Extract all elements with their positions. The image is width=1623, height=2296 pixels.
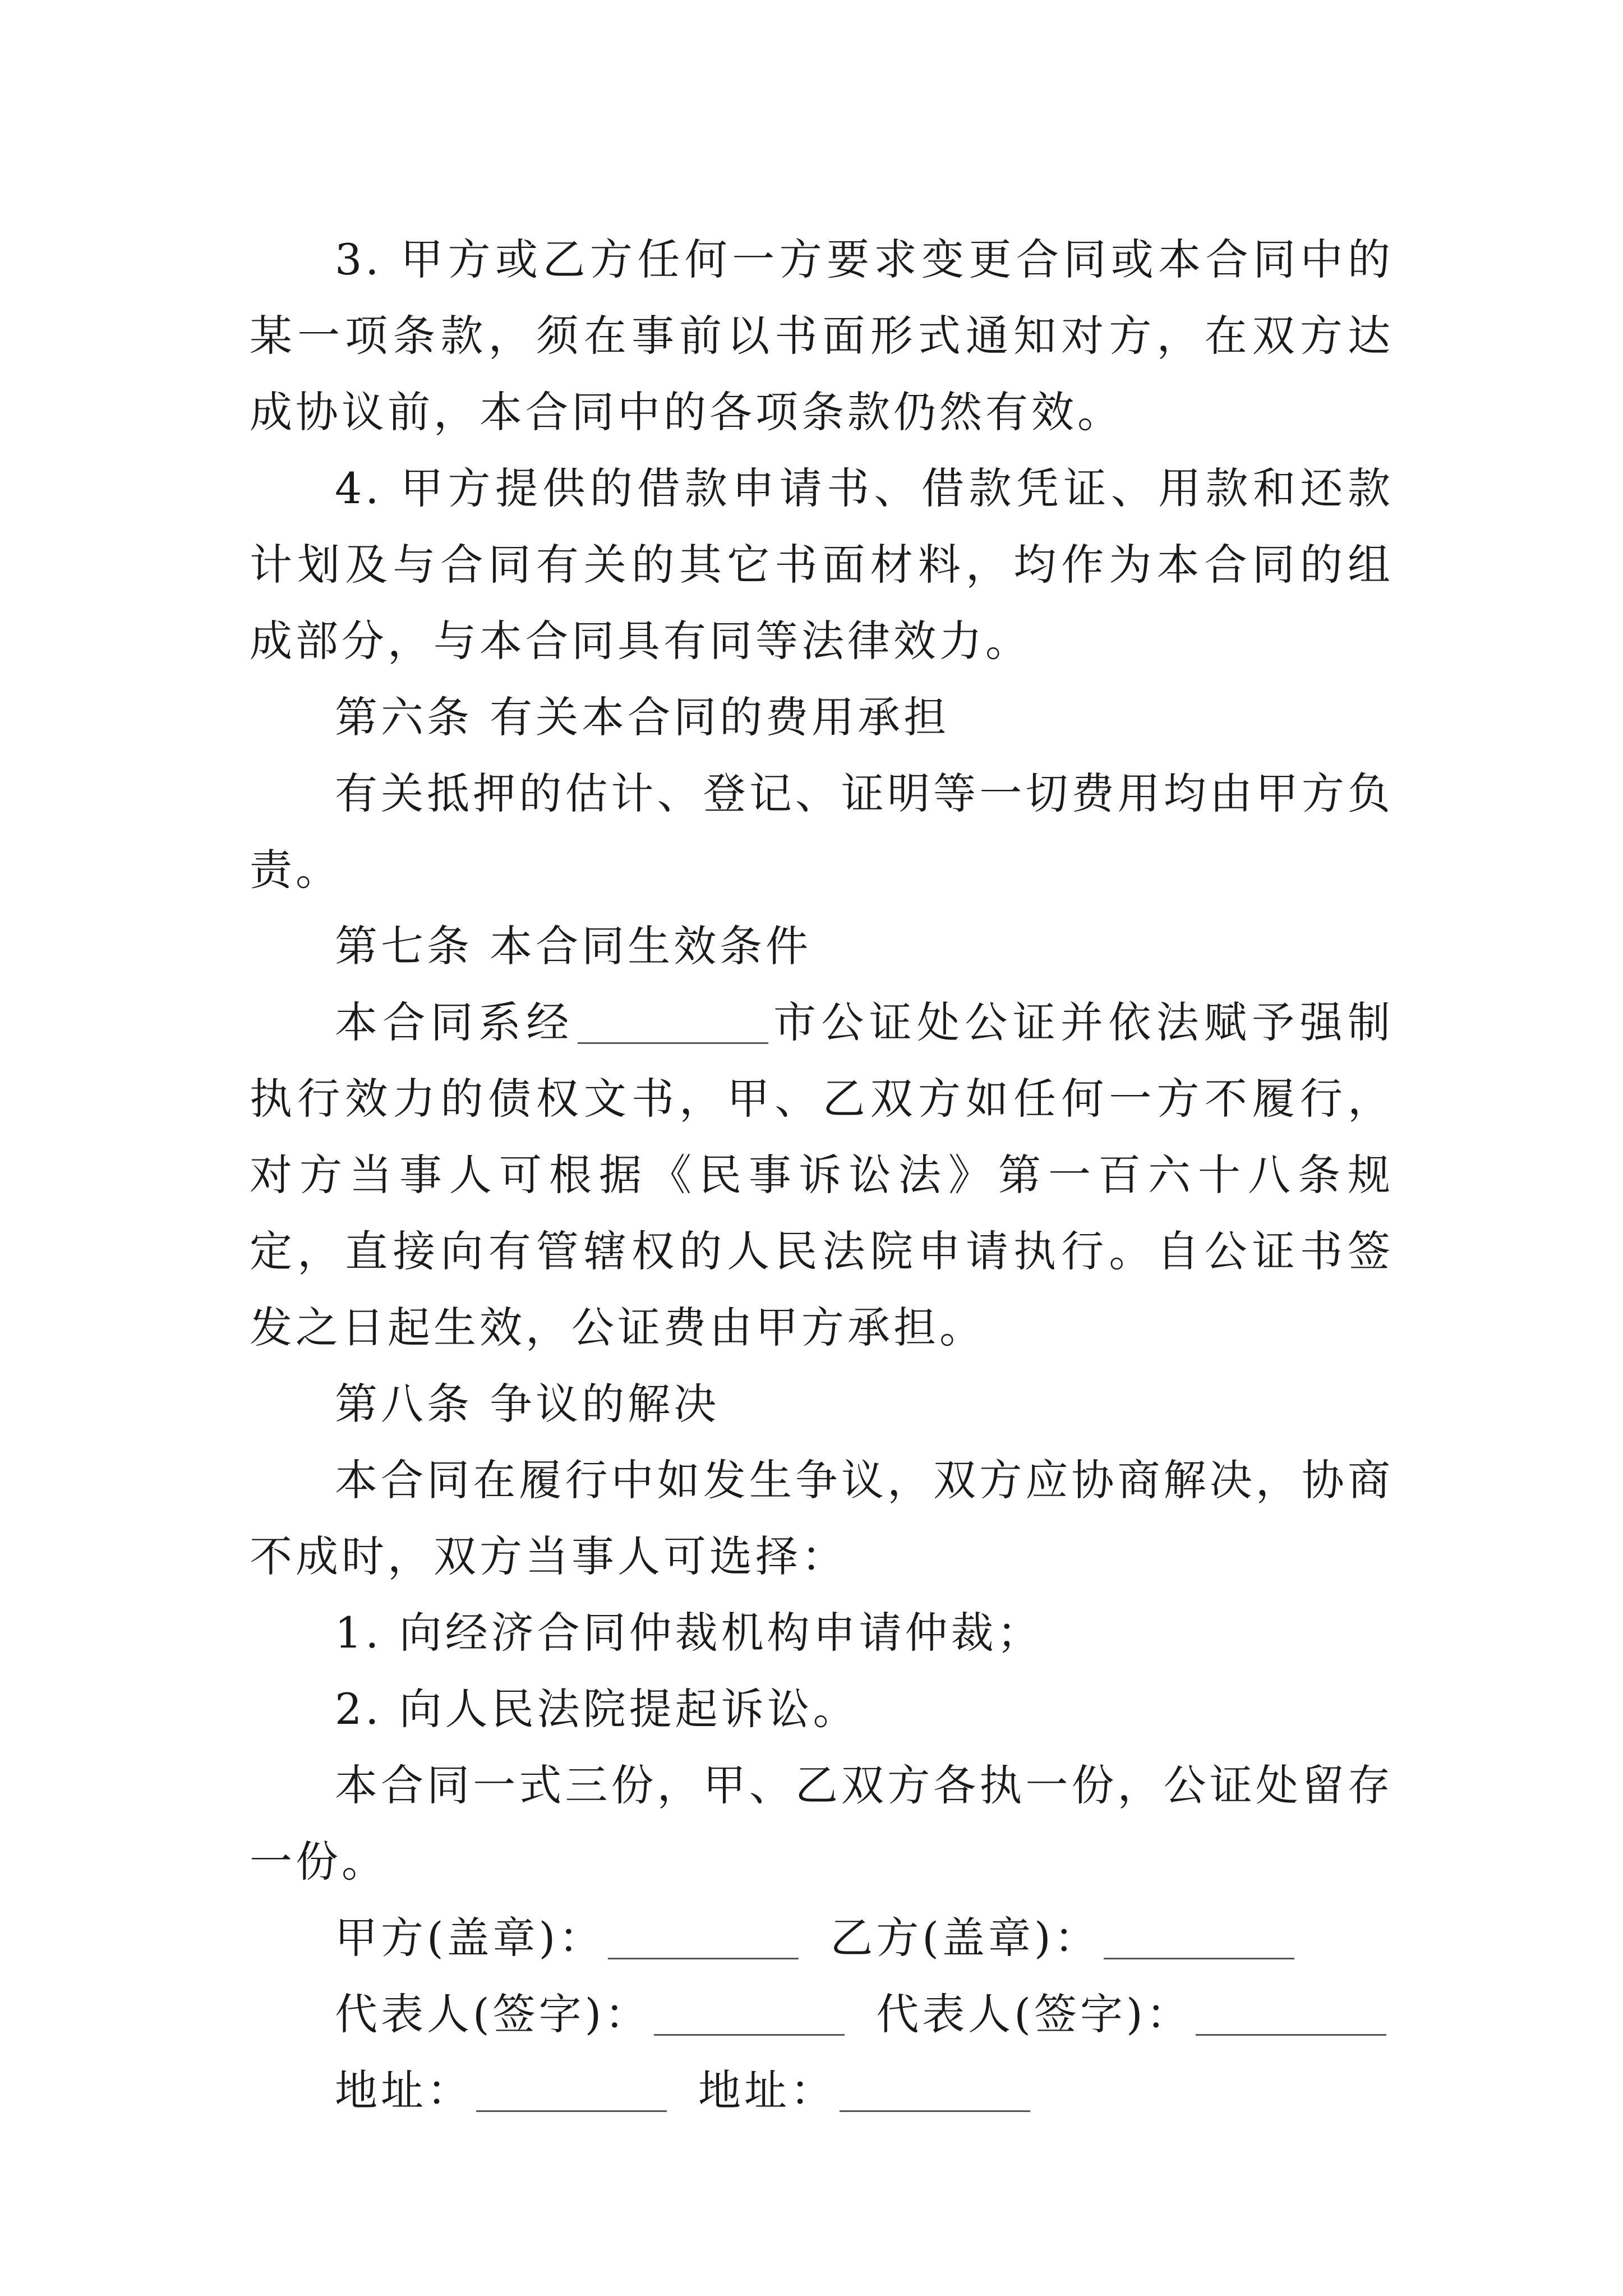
- rep-a-sign-blank: [654, 1991, 845, 2036]
- party-a-seal-label: 甲方(盖章)：: [335, 1913, 605, 1963]
- clause-8-option-2: 2. 向人民法院提起诉讼。: [335, 1684, 859, 1734]
- address-a-blank: [476, 2068, 667, 2112]
- party-b-seal-blank: [1104, 1915, 1294, 1959]
- party-a-seal-blank: [608, 1915, 799, 1959]
- contract-body: [250, 222, 1394, 2129]
- representative-row: [250, 1976, 1394, 2053]
- clause-7-body: [250, 984, 1394, 1366]
- clause-8-option-1: 1. 向经济合同仲裁机构申请仲裁；: [335, 1608, 1043, 1658]
- clause-7-heading: 第七条 本合同生效条件: [335, 921, 812, 971]
- clause-6-heading: 第六条 有关本合同的费用承担: [335, 692, 950, 742]
- address-b-blank: [840, 2068, 1030, 2112]
- rep-b-sign-blank: [1196, 1991, 1386, 2036]
- clause-7-text-rest: 市公证处公证并依法赋予强制执行效力的债权文书，甲、乙双方如任何一方不履行，对方当事人可根据《民事诉讼法》第一百六十八条规定，直接向有管辖权的人民法院申请执行。自公证书签发之日起生效，公证费由甲方承担。: [250, 997, 1394, 1352]
- clause-8-body: 本合同在履行中如发生争议，双方应协商解决，协商不成时，双方当事人可选择：: [250, 1455, 1394, 1581]
- address-a-label: 地址：: [335, 2065, 473, 2115]
- address-b-label: 地址：: [698, 2065, 836, 2115]
- rep-b-sign-label: 代表人(签字)：: [876, 1989, 1192, 2039]
- clause-6-body: 有关抵押的估计、登记、证明等一切费用均由甲方负责。: [250, 769, 1394, 895]
- address-row: [250, 2053, 1394, 2129]
- notary-city-blank: [578, 1000, 768, 1044]
- clause-7-text-start: 本合同系经: [335, 997, 574, 1047]
- rep-a-sign-label: 代表人(签字)：: [335, 1989, 651, 2039]
- party-b-seal-label: 乙方(盖章)：: [830, 1913, 1100, 1963]
- seal-row: [250, 1900, 1394, 1976]
- clause-5-item-4: 4. 甲方提供的借款申请书、借款凭证、用款和还款计划及与合同有关的其它书面材料，均作为本合同的组成部分，与本合同具有同等法律效力。: [250, 463, 1394, 666]
- clause-8-heading: 第八条 争议的解决: [335, 1379, 720, 1429]
- clause-5-item-3: 3. 甲方或乙方任何一方要求变更合同或本合同中的某一项条款，须在事前以书面形式通知对方，在双方达成协议前，本合同中的各项条款仍然有效。: [250, 234, 1394, 437]
- copies-statement: 本合同一式三份，甲、乙双方各执一份，公证处留存一份。: [250, 1760, 1394, 1887]
